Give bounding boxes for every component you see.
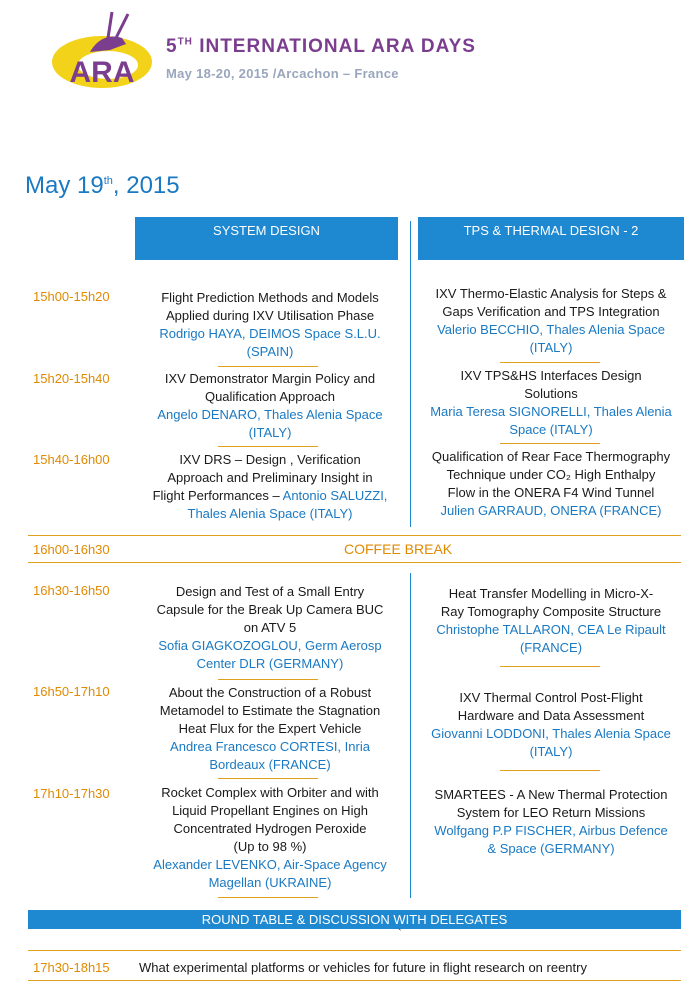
round-table-banner: ROUND TABLE & DISCUSSION WITH DELEGATES [28,910,681,929]
separator-line [218,446,318,447]
separator-line [218,897,318,898]
talk-left: IXV DRS – Design , Verification Approach and Preliminary Insight in Flight Performances – Antonio SALUZZI, Thales Alenia Space (ITALY) [152,452,388,521]
session-time: 15h20-15h40 [33,371,110,386]
session-time: 15h40-16h00 [33,452,110,467]
stray-mark: ` [398,928,402,940]
separator-line [218,366,318,367]
talk-left: Design and Test of a Small Entry Capsule for the Break Up Camera BUC on ATV 5 Sofia GIAGKOZOGLOU, Germ Aerosp Center DLR (GERMANY) [156,584,384,671]
column-divider [410,221,411,527]
talk-left: Rocket Complex with Orbiter and with Liquid Propellant Engines on High Concentrated Hydrogen Peroxide (Up to 98 %) Alexander LEVENKO, Air-Space Agency Magellan (UKRAINE) [153,785,387,890]
column-divider [410,573,411,898]
coffee-bottom-line [28,562,681,563]
coffee-top-line [28,535,681,536]
talk-right: Qualification of Rear Face Thermography Technique under CO₂ High Enthalpy Flow in the ONERA F4 Wind Tunnel Julien GARRAUD, ONERA (FRANCE) [431,449,671,518]
round-table-topic: What experimental platforms or vehicles for future in flight research on reentry [139,960,587,975]
separator-line [218,679,318,680]
session-time: 17h10-17h30 [33,786,110,801]
separator-line [218,778,318,779]
round-table-bottom-line [28,980,681,981]
round-table-time: 17h30-18h15 [33,960,110,975]
talk-right: IXV TPS&HS Interfaces Design Solutions Maria Teresa SIGNORELLI, Thales Alenia Space (ITALY) [430,368,672,437]
round-table-top-line [28,950,681,951]
conference-title: 5TH INTERNATIONAL ARA DAYS [166,36,476,57]
session-time: 16h30-16h50 [33,583,110,598]
logo-text: ARA [69,56,135,89]
separator-line [500,770,600,771]
ara-logo [50,8,162,90]
talk-right: IXV Thermal Control Post-Flight Hardware and Data Assessment Giovanni LODDONI, Thales Alenia Space (ITALY) [431,690,671,759]
column-header-tps-thermal: TPS & THERMAL DESIGN - 2 [418,217,684,260]
session-time: 16h50-17h10 [33,684,110,699]
separator-line [500,443,600,444]
page-date: May 19th, 2015 [25,172,180,199]
column-header-system-design: SYSTEM DESIGN [135,217,398,260]
talk-right: SMARTEES - A New Thermal Protection System for LEO Return Missions Wolfgang P.P FISCHER, Airbus Defence & Space (GERMANY) [434,787,668,856]
talk-right: IXV Thermo-Elastic Analysis for Steps & Gaps Verification and TPS Integration Valerio BECCHIO, Thales Alenia Space (ITALY) [435,286,667,355]
talk-left: IXV Demonstrator Margin Policy and Qualification Approach Angelo DENARO, Thales Alenia Space (ITALY) [157,371,383,440]
session-time: 15h00-15h20 [33,289,110,304]
talk-right: Heat Transfer Modelling in Micro-X- Ray Tomography Composite Structure Christophe TALLARON, CEA Le Ripault (FRANCE) [436,586,666,655]
separator-line [500,362,600,363]
coffee-break-label: COFFEE BREAK [344,541,453,557]
talk-left: Flight Prediction Methods and Models Applied during IXV Utilisation Phase Rodrigo HAYA, DEIMOS Space S.L.U. (SPAIN) [159,290,381,359]
talk-left: About the Construction of a Robust Metamodel to Estimate the Stagnation Heat Flux for the Expert Vehicle Andrea Francesco CORTESI, Inria Bordeaux (FRANCE) [159,685,381,772]
separator-line [500,666,600,667]
conference-subtitle: May 18-20, 2015 /Arcachon – France [166,66,399,81]
coffee-time: 16h00-16h30 [33,542,110,557]
